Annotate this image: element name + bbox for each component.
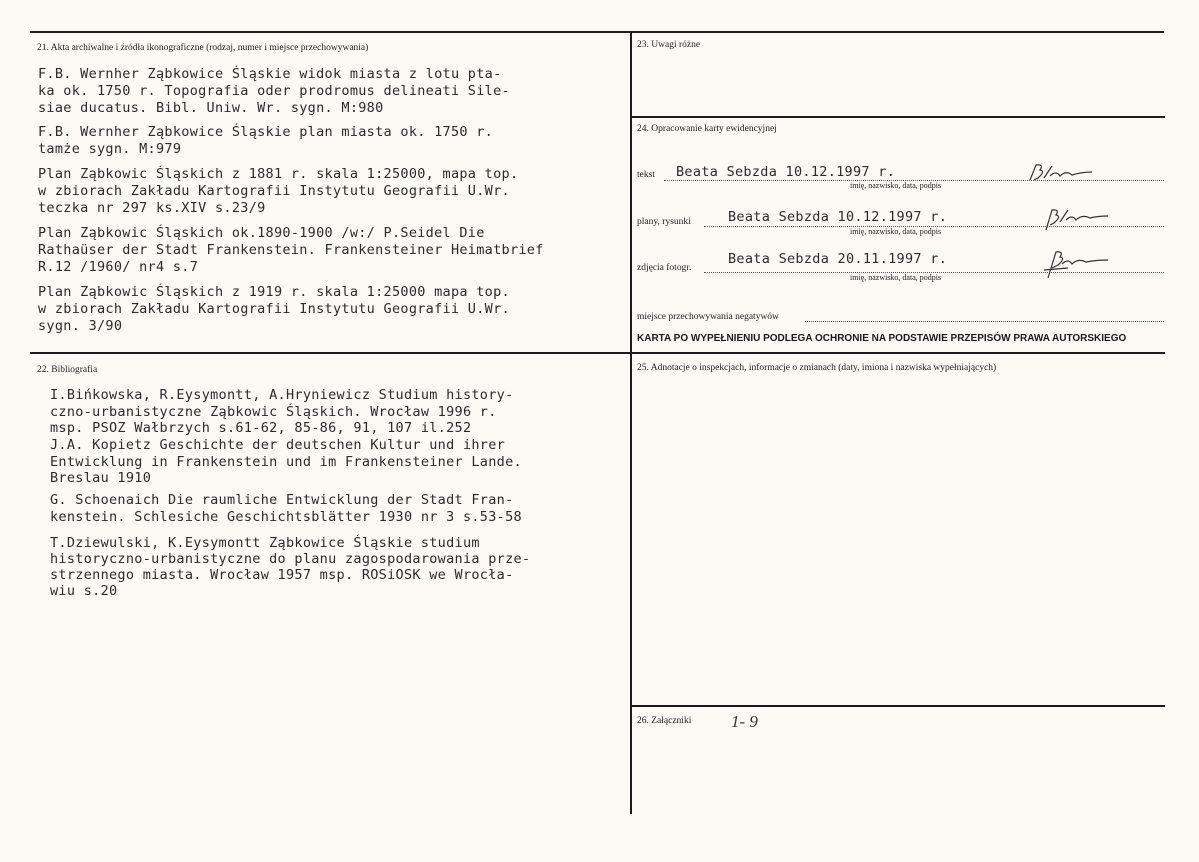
entry-line: ka ok. 1750 r. Topografia oder prodromus delineati Sile- <box>38 83 510 99</box>
entry-line: I.Bińkowska, R.Eysymontt, A.Hryniewicz Studium history- <box>50 387 514 403</box>
left-mid-rule <box>30 352 631 354</box>
entry-line: F.B. Wernher Ząbkowice Śląskie widok miasta z lotu pta- <box>38 66 502 82</box>
entry-line: w zbiorach Zakładu Kartografii Instytutu Geografii U.Wr. <box>38 183 510 199</box>
entry-line: w zbiorach Zakładu Kartografii Instytutu Geografii U.Wr. <box>38 301 510 317</box>
entry-line: Breslau 1910 <box>50 470 152 486</box>
field-caption: imię, nazwisko, data, podpis <box>850 181 942 190</box>
right-rule-24 <box>631 352 1165 354</box>
entry-line: Plan Ząbkowic Śląskich z 1881 r. skala 1:25000, mapa top. <box>38 166 519 182</box>
author-value: Beata Sebzda 10.12.1997 r. <box>676 164 896 180</box>
author-value: Beata Sebzda 10.12.1997 r. <box>728 209 948 225</box>
field-caption: imię, nazwisko, data, podpis <box>850 273 942 282</box>
right-rule-25 <box>631 705 1165 707</box>
entry-line: wiu s.20 <box>50 583 118 599</box>
top-rule <box>30 31 1164 33</box>
section-23-heading: 23. Uwagi różne <box>637 40 701 50</box>
entry-line: R.12 /1960/ nr4 s.7 <box>38 259 199 275</box>
dotted-line <box>805 321 1164 322</box>
entry-line: F.B. Wernher Ząbkowice Śląskie plan miasta ok. 1750 r. <box>38 124 494 140</box>
entry-line: strzennego miasta. Wrocław 1957 msp. ROSiOSK we Wrocła- <box>50 567 514 583</box>
center-divider <box>630 32 632 814</box>
entry-line: czno-urbanistyczne Ząbkowic Śląskich. Wrocław 1996 r. <box>50 404 497 420</box>
entry-line: T.Dziewulski, K.Eysymontt Ząbkowice Śląskie studium <box>50 535 480 551</box>
section-24-heading: 24. Opracowanie karty ewidencyjnej <box>637 124 777 134</box>
signature-mark <box>1026 162 1096 184</box>
entry-line: Plan Ząbkowic Śląskich ok.1890-1900 /w:/ P.Seidel Die <box>38 225 485 241</box>
row-label: miejsce przechowywania negatywów <box>637 312 779 322</box>
field-caption: imię, nazwisko, data, podpis <box>850 227 942 236</box>
entry-line: historyczno-urbanistyczne do planu zagospodarowania prze- <box>50 551 531 567</box>
section-25-heading: 25. Adnotacje o inspekcjach, informacje o zmianach (daty, imiona i nazwiska wypełniających) <box>637 363 997 373</box>
entry-line: Rathaüser der Stadt Frankenstein. Frankensteiner Heimatbrief <box>38 242 544 258</box>
entry-line: msp. PSOZ Wałbrzych s.61-62, 85-86, 91, 107 il.252 <box>50 420 472 436</box>
entry-line: Entwicklung in Frankenstein und im Frankensteiner Lande. <box>50 454 522 470</box>
attachments-value: 1- 9 <box>731 712 758 731</box>
entry-line: siae ducatus. Bibl. Uniw. Wr. sygn. M:980 <box>38 100 384 116</box>
copyright-warning: KARTA PO WYPEŁNIENIU PODLEGA OCHRONIE NA PODSTAWIE PRZEPISÓW PRAWA AUTORSKIEGO <box>637 333 1127 344</box>
entry-line: teczka nr 297 ks.XIV s.23/9 <box>38 200 266 216</box>
entry-line: sygn. 3/90 <box>38 318 123 334</box>
section-26-heading: 26. Załączniki <box>637 716 692 726</box>
signature-mark <box>1038 248 1112 280</box>
entry-line: J.A. Kopietz Geschichte der deutschen Kultur und ihrer <box>50 437 506 453</box>
author-value: Beata Sebzda 20.11.1997 r. <box>728 251 948 267</box>
section-22-heading: 22. Bibliografia <box>37 365 98 375</box>
row-label: zdjęcia fotogr. <box>637 263 692 273</box>
row-label: tekst <box>637 170 655 180</box>
row-label: plany, rysunki <box>637 217 691 227</box>
section-21-heading: 21. Akta archiwalne i źródła ikonograficzne (rodzaj, numer i miejsce przechowywania) <box>37 43 369 53</box>
entry-line: kenstein. Schlesiche Geschichtsblätter 1930 nr 3 s.53-58 <box>50 509 522 525</box>
right-rule-23 <box>631 116 1165 118</box>
signature-mark <box>1040 206 1110 232</box>
entry-line: Plan Ząbkowic Śląskich z 1919 r. skala 1:25000 mapa top. <box>38 284 510 300</box>
entry-line: tamże sygn. M:979 <box>38 141 182 157</box>
entry-line: G. Schoenaich Die raumliche Entwicklung der Stadt Fran- <box>50 492 514 508</box>
